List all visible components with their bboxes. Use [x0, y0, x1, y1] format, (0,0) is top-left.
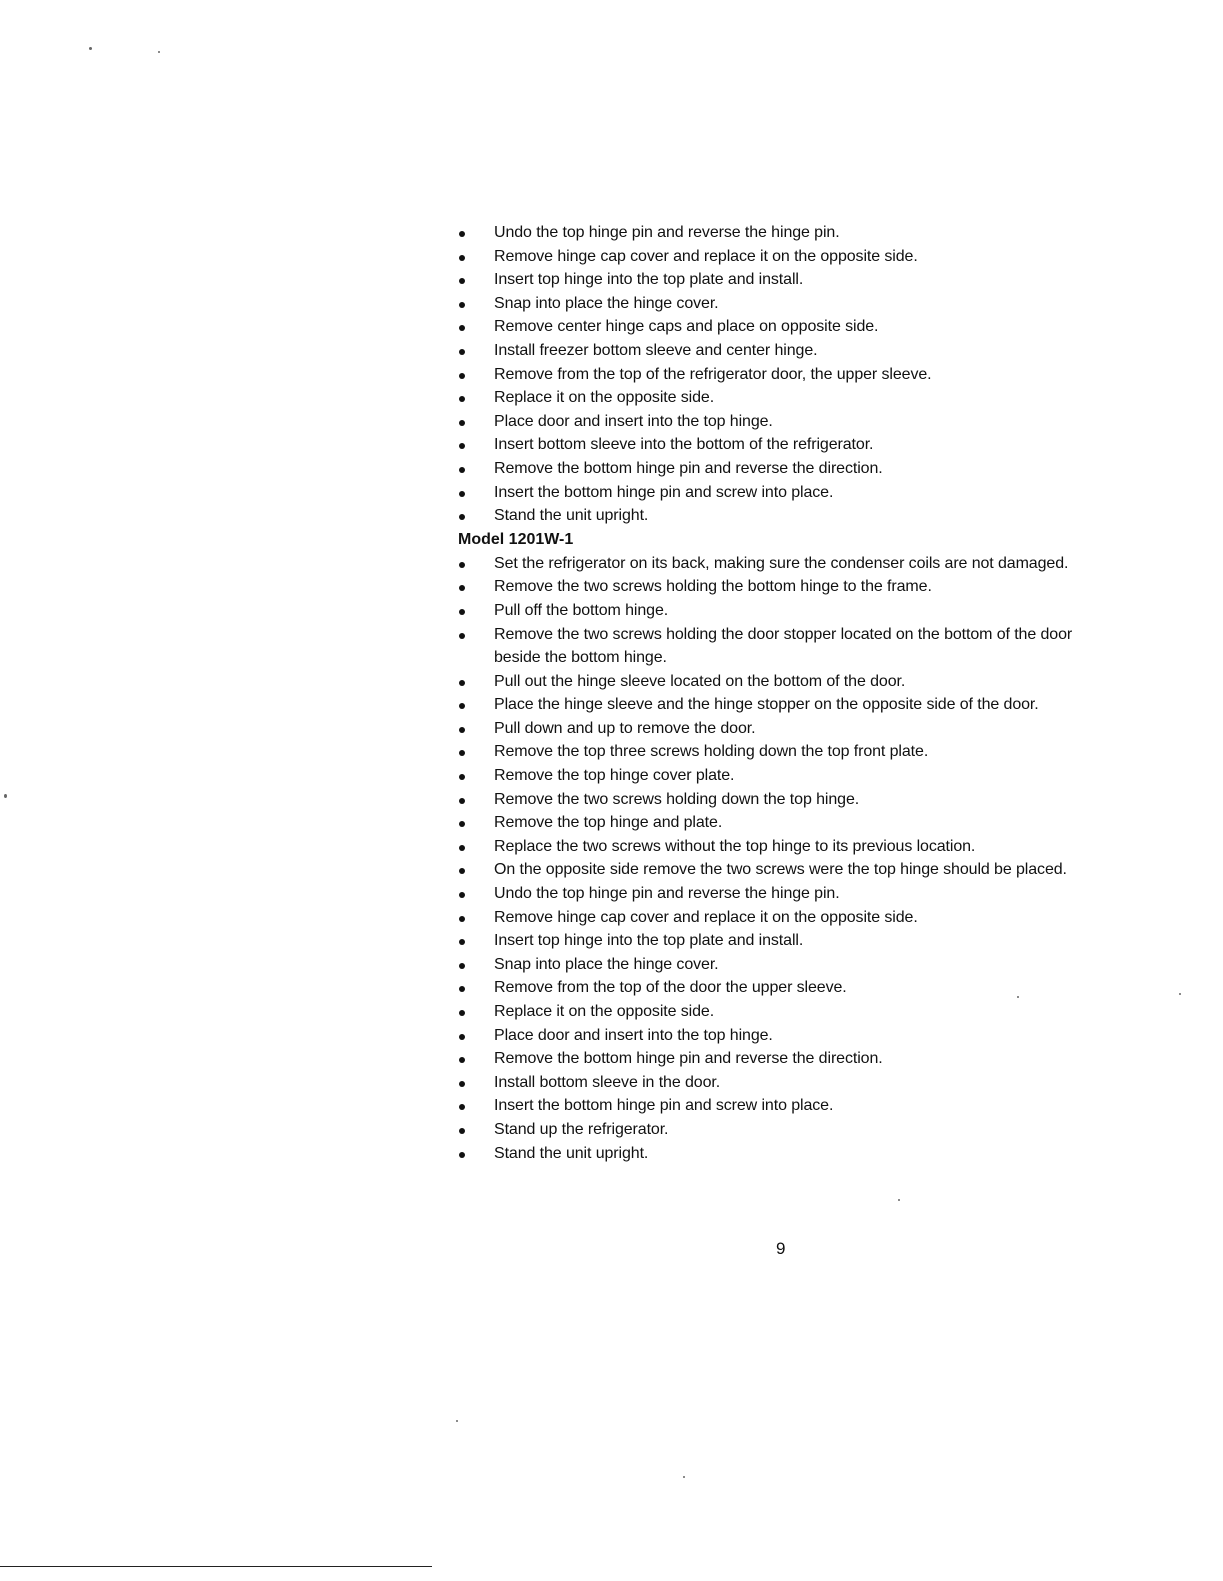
list-item: Replace it on the opposite side. [458, 386, 1108, 410]
list-item: Remove the two screws holding the door stopper located on the bottom of the door beside the bottom hinge. [458, 623, 1108, 670]
list-item: Place door and insert into the top hinge. [458, 410, 1108, 434]
list-item: Insert the bottom hinge pin and screw into place. [458, 481, 1108, 505]
scan-speck [456, 1420, 458, 1422]
list-item: On the opposite side remove the two screws were the top hinge should be placed. [458, 858, 1108, 882]
list-item: Snap into place the hinge cover. [458, 292, 1108, 316]
scan-speck [4, 794, 7, 798]
list-item: Insert the bottom hinge pin and screw into place. [458, 1094, 1108, 1118]
list-item: Replace it on the opposite side. [458, 1000, 1108, 1024]
model-heading: Model 1201W-1 [458, 530, 574, 548]
scan-speck [89, 47, 92, 50]
page-number: 9 [776, 1239, 786, 1258]
list-item: Insert bottom sleeve into the bottom of the refrigerator. [458, 433, 1108, 457]
list-item: Place door and insert into the top hinge. [458, 1024, 1108, 1048]
list-item: Remove hinge cap cover and replace it on the opposite side. [458, 906, 1108, 930]
list-item: Remove from the top of the door the upper sleeve. [458, 976, 1108, 1000]
list-item: Remove the bottom hinge pin and reverse the direction. [458, 1047, 1108, 1071]
list-item: Remove the two screws holding down the top hinge. [458, 788, 1108, 812]
list-item: Pull off the bottom hinge. [458, 599, 1108, 623]
list-item: Place the hinge sleeve and the hinge stopper on the opposite side of the door. [458, 693, 1108, 717]
list-item: Pull out the hinge sleeve located on the bottom of the door. [458, 670, 1108, 694]
list-item: Remove hinge cap cover and replace it on the opposite side. [458, 245, 1108, 269]
list-item: Remove the top hinge cover plate. [458, 764, 1108, 788]
list-item: Install freezer bottom sleeve and center hinge. [458, 339, 1108, 363]
list-item: Stand the unit upright. [458, 1142, 1108, 1166]
list-item: Insert top hinge into the top plate and install. [458, 268, 1108, 292]
list-item: Insert top hinge into the top plate and install. [458, 929, 1108, 953]
list-item: Remove the top hinge and plate. [458, 811, 1108, 835]
list-item: Remove the bottom hinge pin and reverse the direction. [458, 457, 1108, 481]
scan-speck [683, 1476, 685, 1478]
list-item: Remove the two screws holding the bottom hinge to the frame. [458, 575, 1108, 599]
scan-speck [898, 1199, 900, 1201]
list-item: Pull down and up to remove the door. [458, 717, 1108, 741]
list-item: Remove the top three screws holding down the top front plate. [458, 740, 1108, 764]
hinge-steps-list-1 [458, 221, 1108, 528]
list-item: Install bottom sleeve in the door. [458, 1071, 1108, 1095]
list-item: Stand the unit upright. [458, 504, 1108, 528]
list-item: Remove from the top of the refrigerator door, the upper sleeve. [458, 363, 1108, 387]
list-item: Remove center hinge caps and place on opposite side. [458, 315, 1108, 339]
list-item: Undo the top hinge pin and reverse the hinge pin. [458, 221, 1108, 245]
scan-speck [1179, 993, 1181, 995]
instructions-content [458, 221, 1108, 1165]
list-item: Undo the top hinge pin and reverse the hinge pin. [458, 882, 1108, 906]
hinge-steps-list-2 [458, 552, 1108, 1165]
list-item: Set the refrigerator on its back, making sure the condenser coils are not damaged. [458, 552, 1108, 576]
list-item: Stand up the refrigerator. [458, 1118, 1108, 1142]
scan-edge-line [0, 1566, 432, 1567]
list-item: Snap into place the hinge cover. [458, 953, 1108, 977]
scan-speck [158, 51, 160, 53]
list-item: Replace the two screws without the top hinge to its previous location. [458, 835, 1108, 859]
